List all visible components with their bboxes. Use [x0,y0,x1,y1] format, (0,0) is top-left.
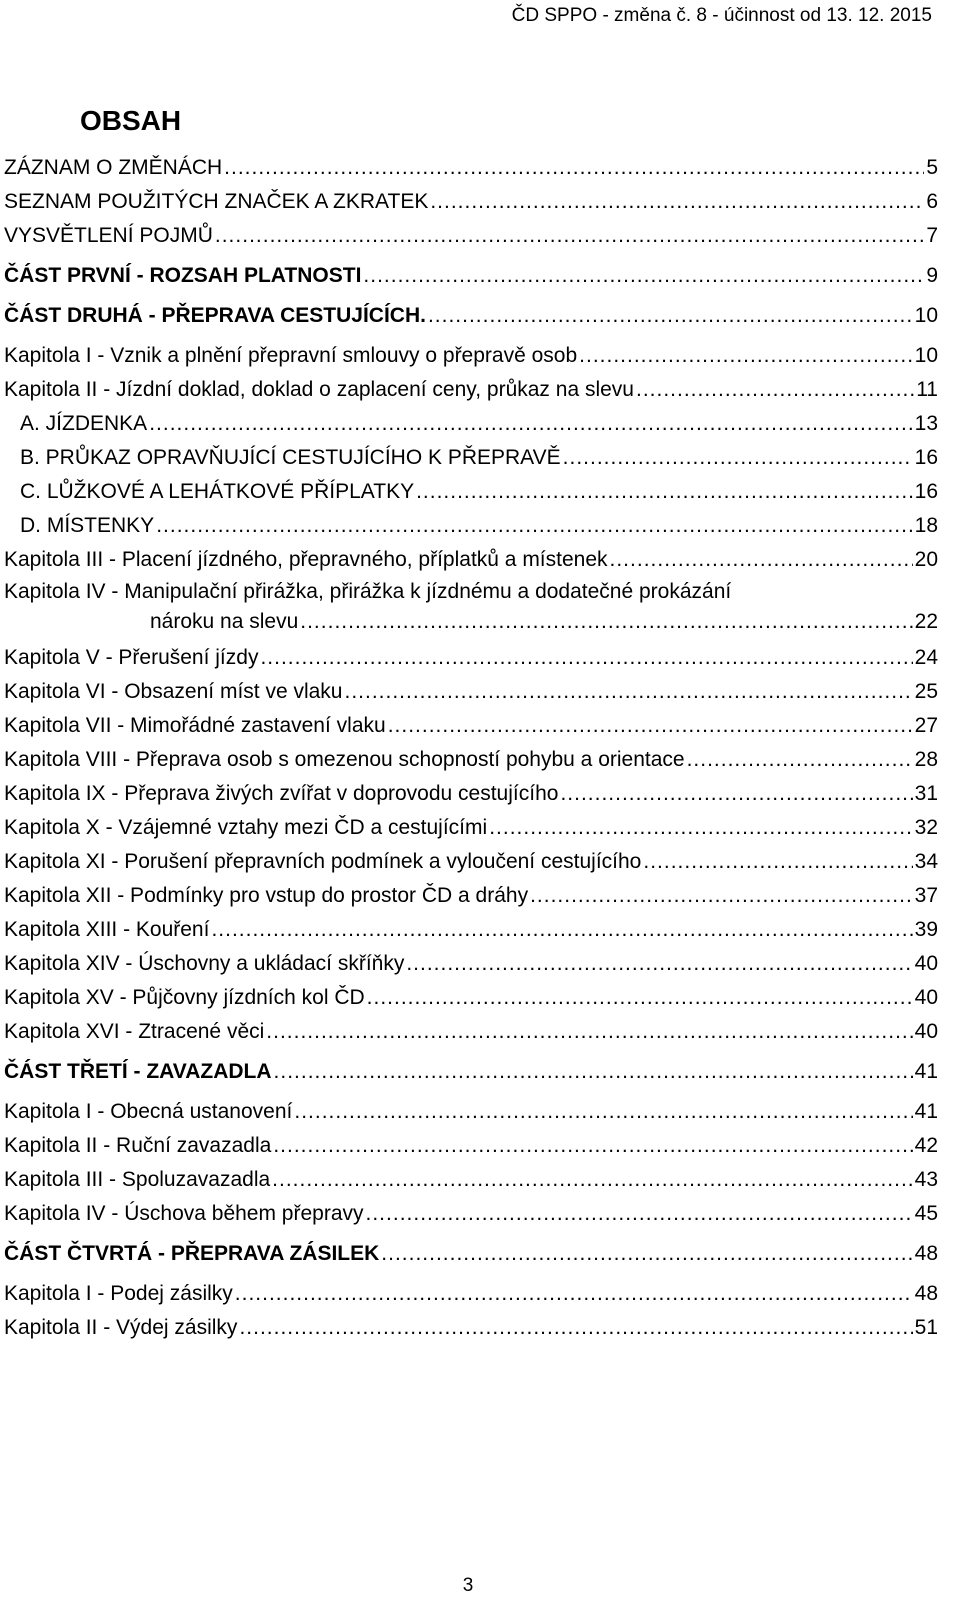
toc-entry-page: 48 [914,1282,938,1305]
toc-entry[interactable] [4,641,938,675]
dot-leader [636,373,914,407]
toc-entry-label: A. JÍZDENKA [20,412,148,435]
toc-entry[interactable] [4,259,938,293]
toc-entry-label: C. LŮŽKOVÉ A LEHÁTKOVÉ PŘÍPLATKY [20,480,415,503]
toc-entry-page: 45 [914,1202,938,1225]
dot-leader [260,641,912,675]
toc-entry-label: Kapitola I - Podej zásilky [4,1282,233,1305]
dot-leader [294,1095,912,1129]
toc-entry-page: 7 [926,224,938,247]
dot-leader [563,441,913,475]
toc-entry-label: SEZNAM POUŽITÝCH ZNAČEK A ZKRATEK [4,190,429,213]
toc-entry-page: 25 [914,680,938,703]
toc-entry[interactable] [4,981,938,1015]
dot-leader [430,185,924,219]
dot-leader [344,675,912,709]
dot-leader [215,219,924,253]
toc-entry-label: Kapitola IV - Úschova během přepravy [4,1202,364,1225]
dot-leader [367,981,913,1015]
toc-entry-page: 6 [926,190,938,213]
toc-entry-page: 10 [914,304,938,327]
toc-entry-page: 18 [914,514,938,537]
toc-entry[interactable] [4,185,938,219]
toc-entry-page: 51 [914,1316,938,1339]
toc-entry-label: Kapitola XV - Půjčovny jízdních kol ČD [4,986,365,1009]
toc-entry[interactable] [4,577,938,641]
dot-leader [530,879,913,913]
document-header: ČD SPPO - změna č. 8 - účinnost od 13. 12. 2015 [511,5,932,26]
toc-entry-label: ČÁST TŘETÍ - ZAVAZADLA [4,1060,272,1083]
toc-entry[interactable] [4,1277,938,1311]
dot-leader [156,509,912,543]
toc-entry-page: 20 [914,548,938,571]
toc-entry[interactable] [4,407,938,441]
toc-entry[interactable] [4,299,938,333]
page-number: 3 [462,1575,474,1596]
dot-leader [266,1015,912,1049]
dot-leader [224,151,924,185]
dot-leader [388,709,913,743]
toc-entry[interactable] [4,441,938,475]
dot-leader [274,1055,913,1089]
dot-leader [381,1237,912,1271]
toc-entry[interactable] [4,475,938,509]
toc-entry[interactable] [4,845,938,879]
toc-entry-page: 31 [914,782,938,805]
toc-title: OBSAH [80,105,182,136]
toc-entry-label: ČÁST PRVNÍ - ROZSAH PLATNOSTI [4,264,362,287]
toc-entry[interactable] [4,1095,938,1129]
dot-leader [235,1277,913,1311]
toc-entry-label: Kapitola II - Jízdní doklad, doklad o zaplacení ceny, průkaz na slevu [4,378,634,401]
toc-entry[interactable] [4,675,938,709]
toc-entry-label: Kapitola XVI - Ztracené věci [4,1020,265,1043]
toc-entry-label: Kapitola III - Spoluzavazadla [4,1168,271,1191]
toc-entry-label: Kapitola IV - Manipulační přirážka, přirážka k jízdnému a dodatečné prokázání [4,580,732,603]
table-of-contents [4,151,938,1345]
toc-entry[interactable] [4,1311,938,1345]
dot-leader [428,299,913,333]
toc-entry-page: 9 [926,264,938,287]
toc-entry[interactable] [4,151,938,185]
toc-entry-page: 5 [926,156,938,179]
dot-leader [579,339,912,373]
toc-entry-label: Kapitola II - Ruční zavazadla [4,1134,272,1157]
toc-entry-page: 22 [914,610,938,633]
toc-entry[interactable] [4,1015,938,1049]
toc-entry-page: 42 [914,1134,938,1157]
toc-entry[interactable] [4,373,938,407]
toc-entry-label: Kapitola III - Placení jízdného, přepravného, příplatků a místenek [4,548,608,571]
toc-entry-label: D. MÍSTENKY [20,514,155,537]
dot-leader [406,947,912,981]
dot-leader [489,811,912,845]
toc-entry-label: Kapitola XII - Podmínky pro vstup do prostor ČD a dráhy [4,884,529,907]
toc-entry[interactable] [4,219,938,253]
toc-entry-label: Kapitola X - Vzájemné vztahy mezi ČD a cestujícími [4,816,488,839]
toc-entry-page: 40 [914,986,938,1009]
toc-entry[interactable] [4,509,938,543]
toc-entry-page: 16 [914,446,938,469]
toc-entry-page: 48 [914,1242,938,1265]
toc-entry-label: ČÁST ČTVRTÁ - PŘEPRAVA ZÁSILEK [4,1242,380,1265]
toc-entry[interactable] [4,709,938,743]
toc-entry[interactable] [4,811,938,845]
dot-leader [687,743,913,777]
toc-entry-page: 11 [916,378,938,401]
toc-entry[interactable] [4,339,938,373]
toc-entry-page: 34 [914,850,938,873]
dot-leader [239,1311,912,1345]
toc-entry-label: VYSVĚTLENÍ POJMŮ [4,224,213,247]
toc-entry-page: 27 [914,714,938,737]
toc-entry-page: 43 [914,1168,938,1191]
toc-entry[interactable] [4,1055,938,1089]
toc-entry-label: ČÁST DRUHÁ - PŘEPRAVA CESTUJÍCÍCH. [4,304,426,327]
toc-entry[interactable] [4,913,938,947]
dot-leader [149,407,912,441]
toc-entry[interactable] [4,879,938,913]
toc-entry[interactable] [4,1237,938,1271]
dot-leader [416,475,913,509]
toc-entry-page: 39 [914,918,938,941]
dot-leader [273,1129,912,1163]
toc-entry-label: B. PRŮKAZ OPRAVŇUJÍCÍ CESTUJÍCÍHO K PŘEPRAVĚ [20,446,561,469]
toc-entry-label: Kapitola XIII - Kouření [4,918,210,941]
toc-entry-page: 13 [914,412,938,435]
toc-entry-label: Kapitola I - Obecná ustanovení [4,1100,293,1123]
toc-entry[interactable] [4,1197,938,1231]
toc-entry-label: Kapitola V - Přerušení jízdy [4,646,259,669]
toc-entry-page: 41 [914,1060,938,1083]
dot-leader [211,913,912,947]
dot-leader [272,1163,912,1197]
toc-entry[interactable] [4,1163,938,1197]
dot-leader [300,607,912,637]
dot-leader [610,543,913,577]
dot-leader [363,259,924,293]
toc-entry-page: 41 [914,1100,938,1123]
toc-entry-label: Kapitola IX - Přeprava živých zvířat v doprovodu cestujícího [4,782,559,805]
dot-leader [560,777,912,811]
toc-entry-label-continued: nároku na slevu [150,610,299,633]
toc-entry[interactable] [4,743,938,777]
toc-entry-label: Kapitola I - Vznik a plnění přepravní smlouvy o přepravě osob [4,344,578,367]
toc-entry-label: Kapitola VI - Obsazení míst ve vlaku [4,680,343,703]
toc-entry[interactable] [4,1129,938,1163]
toc-entry-page: 24 [914,646,938,669]
toc-entry-label: Kapitola VII - Mimořádné zastavení vlaku [4,714,386,737]
toc-entry-label: Kapitola II - Výdej zásilky [4,1316,238,1339]
toc-entry-page: 16 [914,480,938,503]
toc-entry-label: Kapitola VIII - Přeprava osob s omezenou schopností pohybu a orientace [4,748,685,771]
toc-entry-page: 10 [914,344,938,367]
toc-entry[interactable] [4,543,938,577]
dot-leader [366,1197,913,1231]
toc-entry-label: Kapitola XI - Porušení přepravních podmínek a vyloučení cestujícího [4,850,642,873]
toc-entry[interactable] [4,777,938,811]
toc-entry-page: 32 [914,816,938,839]
toc-entry-page: 37 [914,884,938,907]
toc-entry-page: 28 [914,748,938,771]
toc-entry-label: Kapitola XIV - Úschovny a ukládací skříňky [4,952,405,975]
toc-entry-page: 40 [914,1020,938,1043]
toc-entry-page: 40 [914,952,938,975]
toc-entry[interactable] [4,947,938,981]
toc-entry-label: ZÁZNAM O ZMĚNÁCH [4,156,223,179]
dot-leader [643,845,912,879]
